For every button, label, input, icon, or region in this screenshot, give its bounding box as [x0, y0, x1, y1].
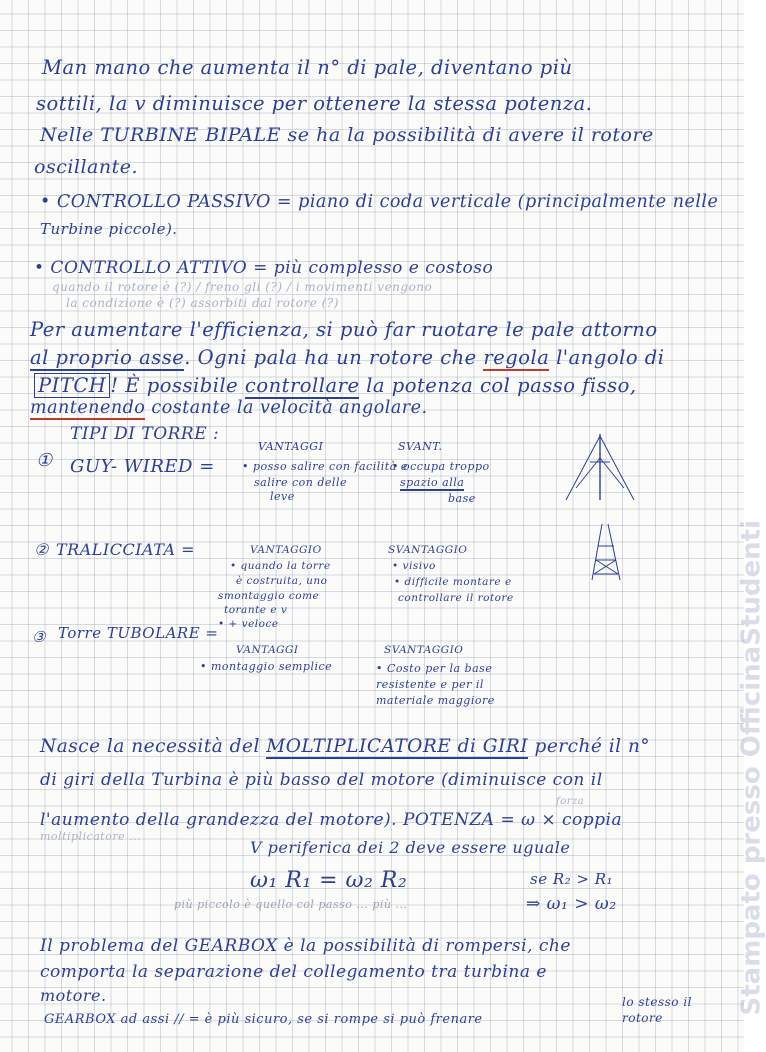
text-line: GEARBOX ad assi // = è più sicuro, se si rompe si può frenare: [44, 1012, 483, 1027]
column-head: SVANT.: [398, 440, 443, 453]
column-head: VANTAGGI: [236, 644, 299, 656]
text-line: Per aumentare l'efficienza, si può far ruotare le pale attorno: [30, 318, 658, 341]
side-note: lo stesso il rotore: [622, 995, 692, 1025]
underlined-text: MOLTIPLICATORE di GIRI: [266, 736, 529, 757]
text-line: Il problema del GEARBOX è la possibilità di rompersi, che: [40, 936, 571, 956]
text-line: comporta la separazione del collegamento tra turbina e: [40, 962, 547, 982]
text-line: [30, 346, 664, 369]
text-line: sottili, la v diminuisce per ottenere la stessa potenza.: [36, 92, 593, 115]
cell-text: leve: [270, 490, 295, 503]
equation: ⇒ ω₁ > ω₂: [526, 894, 617, 914]
cell-text: materiale maggiore: [376, 694, 495, 707]
underlined-text: mantenendo: [30, 398, 146, 418]
text-line: • CONTROLLO ATTIVO = più complesso e costoso: [34, 258, 494, 278]
faint-note: moltiplicatore ...: [40, 830, 142, 843]
cell-text: • difficile montare e: [394, 576, 512, 588]
underlined-text: regola: [483, 346, 550, 369]
text-span: . Ogni pala ha un rotore che: [184, 346, 484, 369]
list-number: ①: [36, 450, 53, 471]
text-line: l'aumento della grandezza del motore). POTENZA = ω × coppia: [40, 810, 623, 830]
cell-text: è costruita, uno: [236, 575, 328, 587]
faint-note: forza: [556, 796, 585, 807]
underlined-text: controllare: [244, 374, 360, 397]
faint-note: la condizione è (?) assorbiti dal rotore (?): [66, 296, 339, 310]
text-span: la potenza col passo fisso,: [359, 374, 637, 397]
pencil-note: più piccolo è quello col passo ... più ...: [174, 898, 408, 911]
equation: ω₁ R₁ = ω₂ R₂: [250, 868, 408, 893]
lattice-tower-sketch: [586, 520, 626, 584]
section-title: TIPI DI TORRE :: [70, 424, 220, 444]
cell-text: • quando la torre: [230, 560, 331, 572]
column-head: VANTAGGIO: [250, 544, 322, 556]
underlined-text: al proprio asse: [30, 346, 185, 369]
cell-text: controllare il rotore: [398, 592, 514, 604]
cell-text: base: [448, 492, 476, 505]
tower-type: GUY- WIRED =: [70, 456, 215, 477]
cell-text: • occupa troppo: [392, 460, 490, 473]
list-number: ②: [34, 540, 49, 559]
text-line: [40, 736, 650, 757]
text-line: • CONTROLLO PASSIVO = piano di coda verticale (principalmente nelle: [40, 192, 719, 212]
text-span: Nasce la necessità del: [40, 736, 267, 757]
tower-type: TRALICCIATA =: [56, 540, 196, 559]
cell-text: resistente e per il: [376, 678, 484, 691]
text-line: Turbine piccole).: [40, 220, 178, 238]
text-line: oscillante.: [34, 156, 139, 178]
column-head: VANTAGGI: [258, 440, 324, 453]
column-head: SVANTAGGIO: [388, 544, 468, 556]
cell-text: • + veloce: [218, 618, 279, 630]
text-span: costante la velocità angolare.: [145, 398, 428, 418]
tower-type: Torre TUBOLARE =: [58, 624, 219, 642]
watermark: Stampato presso OfficinaStudenti: [736, 520, 766, 1016]
list-number: ③: [32, 628, 46, 646]
cell-text: smontaggio come: [218, 590, 320, 602]
cell-text: • posso salire con facilità e: [242, 460, 408, 473]
cell-text: • Costo per la base: [376, 662, 493, 675]
column-head: SVANTAGGIO: [384, 644, 464, 656]
text-line: Nelle TURBINE BIPALE se ha la possibilità di avere il rotore: [40, 124, 654, 146]
text-line: motore.: [40, 986, 107, 1005]
cell-text: salire con delle: [254, 476, 347, 489]
boxed-text: PITCH: [34, 373, 110, 398]
text-line: Man mano che aumenta il n° di pale, diventano più: [42, 56, 573, 79]
guy-wired-tower-sketch: [560, 430, 640, 510]
text-span: l'angolo di: [549, 346, 665, 369]
cell-text: • visivo: [392, 560, 436, 572]
underlined-text: spazio alla: [400, 476, 465, 489]
text-line: [34, 374, 637, 397]
text-span: perché il n°: [528, 736, 651, 757]
text-span: ! È possibile: [110, 374, 245, 397]
faint-note: quando il rotore è (?) / freno gli (?) / i movimenti vengono: [52, 280, 433, 294]
cell-text: • montaggio semplice: [200, 660, 333, 673]
text-line: di giri della Turbina è più basso del motore (diminuisce con il: [40, 770, 603, 790]
text-line: V periferica dei 2 deve essere uguale: [250, 838, 571, 857]
equation: se R₂ > R₁: [530, 870, 614, 888]
text-line: [30, 398, 428, 418]
cell-text: torante e v: [224, 604, 288, 616]
